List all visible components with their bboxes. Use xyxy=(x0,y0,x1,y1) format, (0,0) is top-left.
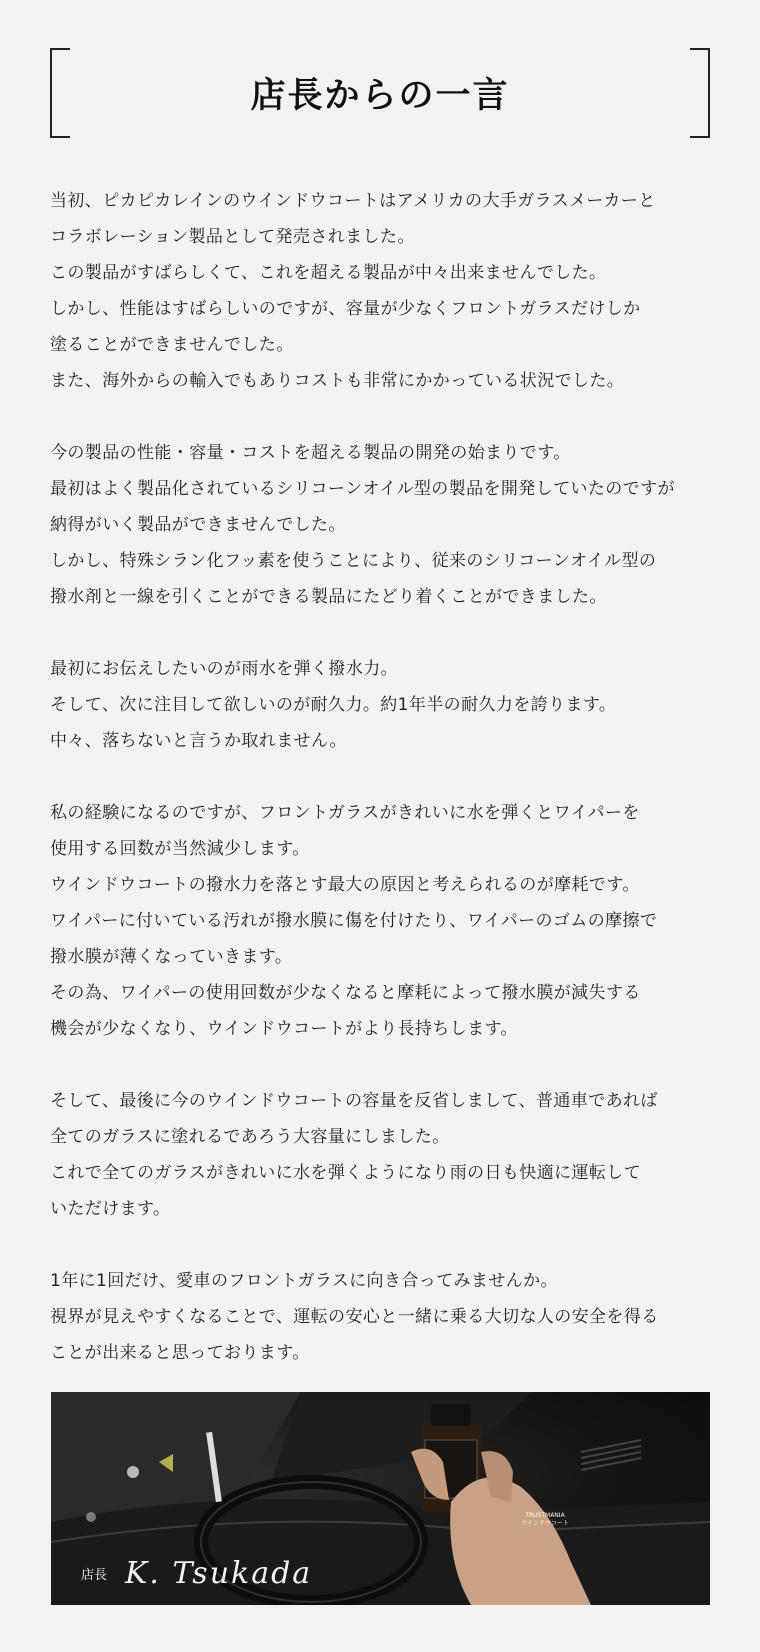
page-title: 店長からの一言 xyxy=(250,76,510,116)
text-line: ウインドウコートの撥水力を落とす最大の原因と考えられるのが摩耗です。 xyxy=(50,875,640,895)
text-line: 最初にお伝えしたいのが雨水を弾く撥水力。 xyxy=(50,659,398,679)
paragraph xyxy=(50,795,715,1047)
paragraph xyxy=(50,1263,715,1371)
text-line: 1年に1回だけ、愛車のフロントガラスに向き合ってみませんか。 xyxy=(50,1271,558,1291)
text-line: ワイパーに付いている汚れが撥水膜に傷を付けたり、ワイパーのゴムの摩擦で xyxy=(50,911,658,931)
text-line: 撥水剤と一線を引くことができる製品にたどり着くことができました。 xyxy=(50,587,607,607)
message-body xyxy=(50,183,715,1371)
text-line: 中々、落ちないと言うか取れません。 xyxy=(50,731,347,751)
text-line: 今の製品の性能・容量・コストを超える製品の開発の始まりです。 xyxy=(50,443,571,463)
text-line: 私の経験になるのですが、フロントガラスがきれいに水を弾くとワイパーを xyxy=(50,803,640,823)
text-line: 視界が見えやすくなることで、運転の安心と一緒に乗る大切な人の安全を得る xyxy=(50,1307,659,1327)
text-line: 納得がいく製品ができませんでした。 xyxy=(50,515,346,535)
text-line: 当初、ピカピカレインのウインドウコートはアメリカの大手ガラスメーカーと xyxy=(50,191,656,211)
paragraph xyxy=(50,435,715,615)
section-heading xyxy=(50,48,710,136)
bottle-brand: TRUSTMANIA xyxy=(525,1512,565,1519)
text-line: 撥水膜が薄くなっていきます。 xyxy=(50,947,293,967)
text-line: 最初はよく製品化されているシリコーンオイル型の製品を開発していたのですが xyxy=(50,479,675,499)
signature-title: 店長 xyxy=(81,1568,108,1583)
text-line: そして、次に注目して欲しいのが耐久力。約1年半の耐久力を誇ります。 xyxy=(50,695,617,715)
text-line: 使用する回数が当然減少します。 xyxy=(50,839,310,859)
text-line: この製品がすばらしくて、これを超える製品が中々出来ませんでした。 xyxy=(50,263,607,283)
text-line: ことが出来ると思っております。 xyxy=(50,1343,310,1363)
paragraph xyxy=(50,1083,715,1227)
text-line: 機会が少なくなり、ウインドウコートがより長持ちします。 xyxy=(50,1019,518,1039)
paragraph xyxy=(50,183,715,399)
text-line: いただけます。 xyxy=(50,1199,171,1219)
text-line: これで全てのガラスがきれいに水を弾くようになり雨の日も快適に運転して xyxy=(50,1163,642,1183)
text-line: しかし、性能はすばらしいのですが、容量が少なくフロントガラスだけしか xyxy=(50,299,641,319)
text-line: その為、ワイパーの使用回数が少なくなると摩耗によって撥水膜が減失する xyxy=(50,983,641,1003)
text-line: 塗ることができませんでした。 xyxy=(50,335,294,355)
manager-photo xyxy=(51,1392,710,1605)
text-line: そして、最後に今のウインドウコートの容量を反省しまして、普通車であれば xyxy=(50,1091,658,1111)
text-line: コラボレーション製品として発売されました。 xyxy=(50,227,415,247)
signature: K. Tsukada xyxy=(125,1556,313,1591)
bottle-product: ウインドウコート xyxy=(521,1520,569,1527)
text-line: しかし、特殊シラン化フッ素を使うことにより、従来のシリコーンオイル型の xyxy=(50,551,657,571)
text-line: 全てのガラスに塗れるであろう大容量にしました。 xyxy=(50,1127,450,1147)
bottle-label xyxy=(517,1512,573,1528)
text-line: また、海外からの輸入でもありコストも非常にかかっている状況でした。 xyxy=(50,371,625,391)
paragraph xyxy=(50,651,715,759)
